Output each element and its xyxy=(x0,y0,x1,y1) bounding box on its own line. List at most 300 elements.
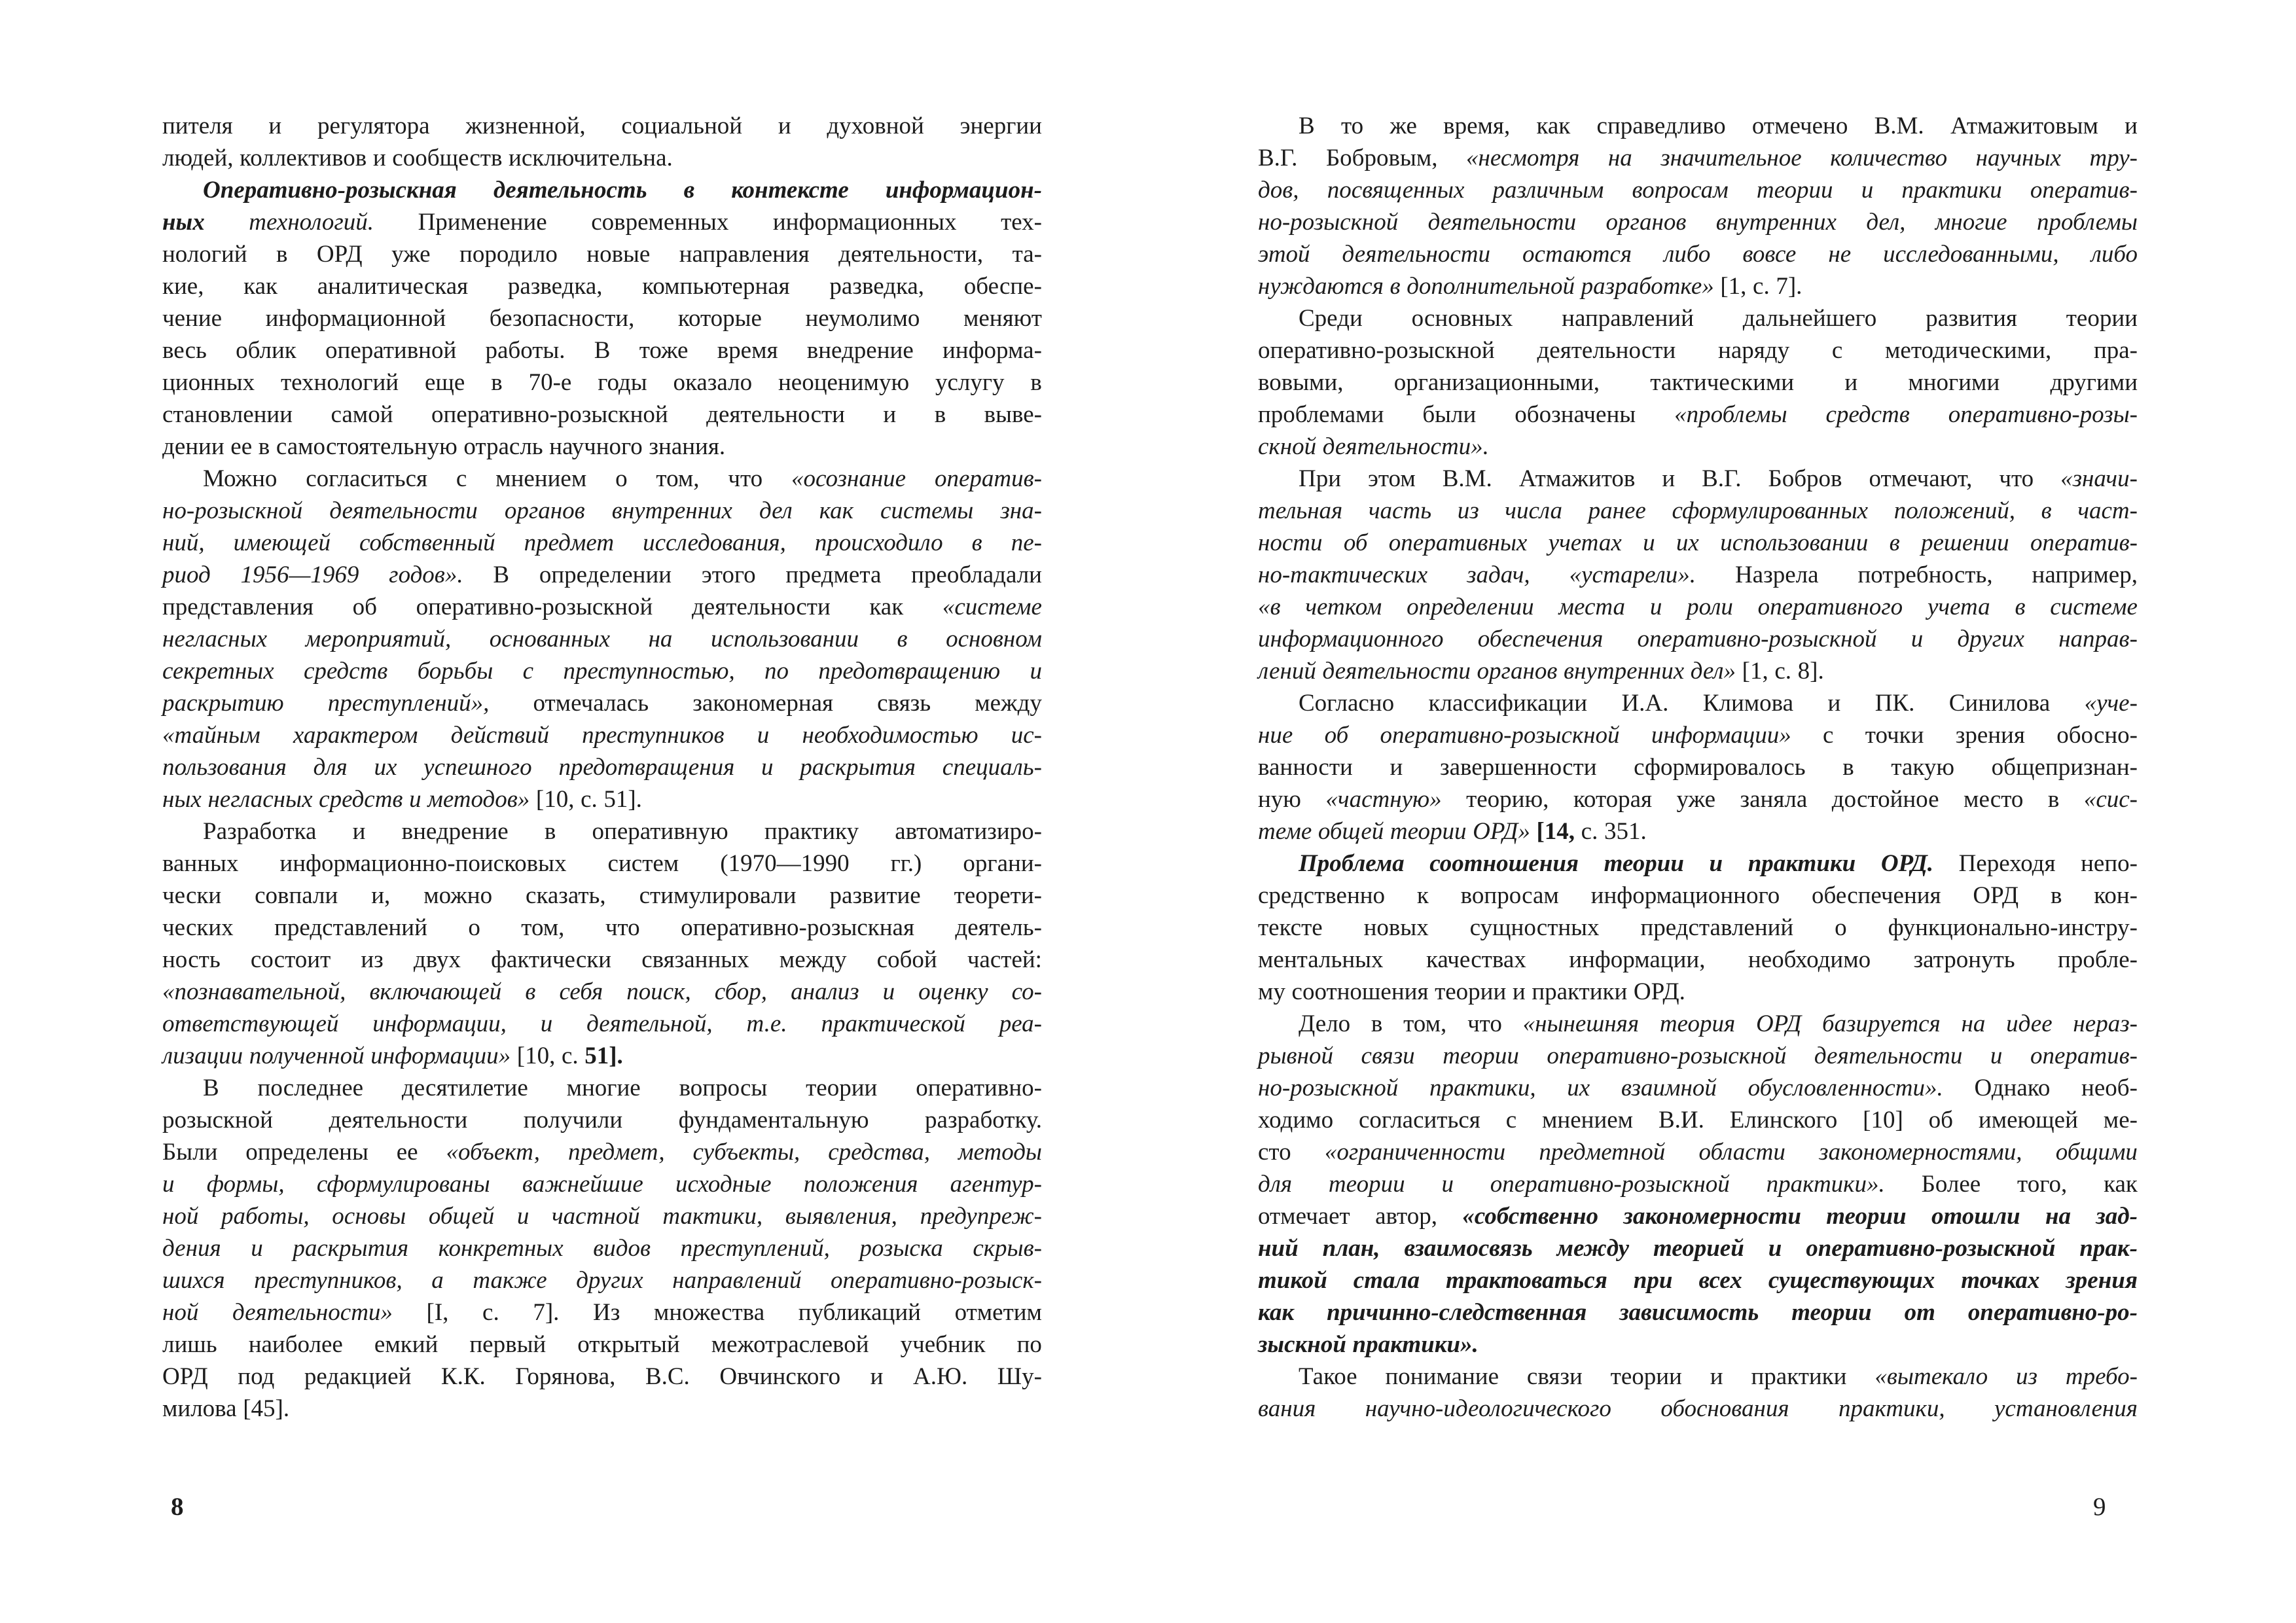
word: завершенности xyxy=(1439,754,1597,781)
word: борьбы xyxy=(417,658,493,685)
text-line xyxy=(162,302,1042,334)
word: обеспечения xyxy=(1812,882,1941,909)
word: роли xyxy=(1687,594,1733,620)
word: сформулированы xyxy=(316,1171,490,1198)
word: теорию, xyxy=(1466,786,1549,813)
word: справедливо xyxy=(1596,113,1726,139)
word: что xyxy=(1467,1010,1502,1037)
word: деятельности». xyxy=(1322,433,1489,460)
word: новых xyxy=(1363,914,1429,941)
word: том, xyxy=(1403,1010,1447,1037)
word: значительное xyxy=(1660,145,1802,171)
text-line xyxy=(162,687,1042,719)
word: и xyxy=(1768,1235,1782,1262)
word: и xyxy=(1030,658,1042,685)
word: с. xyxy=(482,1299,499,1326)
text-line xyxy=(1258,1072,2138,1104)
word: милова xyxy=(162,1395,237,1422)
word: количество xyxy=(1830,145,1948,171)
word: внедрение xyxy=(401,818,509,845)
word: ответствующей xyxy=(162,1010,339,1037)
word: и xyxy=(1441,1171,1454,1198)
word: деятельности, xyxy=(838,241,984,268)
word: раскрытия xyxy=(293,1235,409,1262)
text-line xyxy=(162,655,1042,687)
word: «проблемы xyxy=(1674,401,1787,428)
word: В.Г. xyxy=(1702,465,1742,492)
word: 351. xyxy=(1604,818,1647,845)
word: зад- xyxy=(2096,1203,2138,1230)
word: и xyxy=(409,786,422,813)
word: получили xyxy=(523,1107,623,1133)
right-page-number: 9 xyxy=(2093,1493,2106,1521)
text-line xyxy=(162,815,1042,847)
word: розыска xyxy=(859,1235,943,1262)
word: ментальных xyxy=(1258,946,1384,973)
word: можно xyxy=(423,882,493,909)
word: дел» xyxy=(1690,658,1736,685)
word: органов xyxy=(504,497,585,524)
word: меняют xyxy=(963,305,1042,332)
word: уже xyxy=(1676,786,1716,813)
text-line xyxy=(1258,912,2138,944)
text-line xyxy=(1258,591,2138,623)
word: В xyxy=(493,562,510,588)
text-line xyxy=(162,463,1042,495)
text-line xyxy=(1258,1104,2138,1136)
word: дел, xyxy=(1866,209,1906,236)
word: в xyxy=(971,529,982,556)
word: посвященных xyxy=(1327,177,1465,204)
word: оперативно-ро- xyxy=(1967,1299,2138,1326)
word: методов» xyxy=(427,786,530,813)
word: мнением xyxy=(1542,1107,1634,1133)
word: закономерностями, xyxy=(1819,1139,2022,1166)
word: непо- xyxy=(2081,850,2138,877)
word: анализ xyxy=(791,978,859,1005)
word: стала xyxy=(1353,1267,1420,1294)
word: кон- xyxy=(2094,882,2138,909)
word: розыскной xyxy=(162,1107,273,1133)
word: пра- xyxy=(2093,337,2138,364)
word: оперативно-розыскной xyxy=(431,401,668,428)
word: сущностных xyxy=(1469,914,1600,941)
word: время, xyxy=(1443,113,1511,139)
word: использовании xyxy=(710,626,859,652)
word: как xyxy=(1258,1299,1295,1326)
text-line xyxy=(1258,174,2138,206)
word: этого xyxy=(701,562,756,588)
word: деятельности xyxy=(1427,209,1577,236)
word: ную xyxy=(1258,786,1301,813)
word: точках xyxy=(1961,1267,2040,1294)
word: ной xyxy=(162,1299,199,1326)
word: базируется xyxy=(1821,1010,1941,1037)
word: либо xyxy=(2090,241,2138,268)
word: вопросам xyxy=(1460,882,1559,909)
word: частей: xyxy=(967,946,1042,973)
text-line xyxy=(1258,655,2138,687)
word: ционных xyxy=(162,369,255,396)
word: Дело xyxy=(1299,1010,1351,1037)
word: В.М. xyxy=(1874,113,1924,139)
word: В xyxy=(203,1075,219,1101)
word: ОРД xyxy=(316,241,363,268)
word: и xyxy=(761,754,774,781)
word: время xyxy=(717,337,778,364)
word: положений, xyxy=(1893,497,2015,524)
word: «уче- xyxy=(2084,690,2138,717)
word: оператив- xyxy=(2030,1043,2138,1069)
word: «вытекало xyxy=(1874,1363,1988,1390)
word: их xyxy=(1676,529,1699,556)
text-line xyxy=(162,1361,1042,1393)
word: и xyxy=(870,1363,884,1390)
text-line xyxy=(162,1200,1042,1232)
word: преступлений, xyxy=(680,1235,830,1262)
text-line xyxy=(162,399,1042,431)
word: раскрытию xyxy=(162,690,284,717)
text-line xyxy=(1258,751,2138,783)
word: част- xyxy=(2077,497,2138,524)
word: разведка, xyxy=(507,273,603,300)
word: в xyxy=(525,978,536,1005)
word: вовыми, xyxy=(1258,369,1344,396)
word: определении xyxy=(1407,594,1534,620)
word: А.Ю. xyxy=(912,1363,968,1390)
word: закономерная xyxy=(692,690,834,717)
word: но-розыскной xyxy=(1258,209,1399,236)
word: обозначены xyxy=(1515,401,1636,428)
word: направлений xyxy=(1562,305,1694,332)
word: первый xyxy=(469,1331,547,1358)
word: о xyxy=(468,914,480,941)
word: и xyxy=(1643,529,1655,556)
word: Атмажитовым xyxy=(1950,113,2098,139)
word: основы xyxy=(332,1203,406,1230)
word: от xyxy=(1904,1299,1935,1326)
word: ных xyxy=(162,209,205,236)
word: направления xyxy=(679,241,810,268)
word: Разработка xyxy=(203,818,317,845)
word: емкий xyxy=(374,1331,439,1358)
word: информацион- xyxy=(885,177,1042,204)
text-line xyxy=(162,559,1042,591)
word: этой xyxy=(1258,241,1310,268)
word: всех xyxy=(1698,1267,1742,1294)
word: различным xyxy=(1492,177,1604,204)
word: как xyxy=(869,594,904,620)
word: негласных xyxy=(162,626,268,652)
word: для xyxy=(1258,1171,1293,1198)
word: деятельности xyxy=(1537,337,1676,364)
word: практики, xyxy=(1429,1075,1536,1101)
word: оценку xyxy=(918,978,988,1005)
word: Овчинского xyxy=(719,1363,841,1390)
text-line xyxy=(162,495,1042,527)
word: качествах xyxy=(1426,946,1526,973)
word: жизненной, xyxy=(465,113,586,139)
word: разработку. xyxy=(925,1107,1042,1133)
word: из xyxy=(361,946,384,973)
word: как xyxy=(2104,1171,2138,1198)
word: ванности xyxy=(1258,754,1353,781)
left-page-number: 8 xyxy=(171,1493,184,1521)
word: заняла xyxy=(1740,786,1808,813)
word: оперативно-розыскной xyxy=(1490,1171,1730,1198)
word: средств xyxy=(1825,401,1910,428)
word: ис- xyxy=(1011,722,1042,749)
word: деятельной, xyxy=(586,1010,713,1037)
word: вопросам xyxy=(1632,177,1729,204)
text-line xyxy=(162,1008,1042,1040)
word: информации, xyxy=(372,1010,507,1037)
word: двух xyxy=(413,946,461,973)
word: важнейшие xyxy=(522,1171,643,1198)
text-line xyxy=(1258,880,2138,912)
word: обусловленности». xyxy=(1748,1075,1943,1101)
word: представлений xyxy=(274,914,427,941)
word: и xyxy=(540,1010,553,1037)
word: годы xyxy=(598,369,647,396)
word: неумолимо xyxy=(805,305,920,332)
word: конкретных xyxy=(438,1235,564,1262)
word: теории xyxy=(1791,1299,1872,1326)
text-line xyxy=(1258,559,2138,591)
word: оперативно-розы- xyxy=(1948,401,2138,428)
text-line xyxy=(1258,399,2138,431)
word: теории xyxy=(1328,1171,1405,1198)
word: «устарели». xyxy=(1569,562,1696,588)
word: деятельности xyxy=(1342,241,1491,268)
word: оперативно-розыскной xyxy=(1547,1043,1787,1069)
word: и xyxy=(778,113,791,139)
word: обеспечения xyxy=(1477,626,1604,652)
word: на xyxy=(648,626,673,652)
word: научного xyxy=(549,433,643,460)
text-line xyxy=(162,719,1042,751)
word: решении xyxy=(1921,529,2009,556)
word: «сис- xyxy=(2083,786,2138,813)
word: «объект, xyxy=(446,1139,541,1166)
text-line xyxy=(162,1136,1042,1168)
word: учета xyxy=(1927,594,1990,620)
word: тикой xyxy=(1258,1267,1327,1294)
word: автор, xyxy=(1375,1203,1437,1230)
text-line xyxy=(162,623,1042,655)
word: информации» xyxy=(1651,722,1791,749)
word: информационного xyxy=(1590,882,1780,909)
word: аналитическая xyxy=(317,273,469,300)
right-page xyxy=(1148,0,2296,1623)
word: которые xyxy=(677,305,762,332)
word: общей xyxy=(428,1203,495,1230)
word: с. xyxy=(1581,818,1598,845)
word: еще xyxy=(424,369,465,396)
word: духовной xyxy=(827,113,924,139)
word: общей xyxy=(1318,818,1384,845)
word: и xyxy=(883,401,897,428)
word: лишь xyxy=(162,1331,217,1358)
word: использовании xyxy=(1720,529,1869,556)
text-line xyxy=(1258,1361,2138,1393)
word: системы xyxy=(880,497,974,524)
word: технологий xyxy=(280,369,399,396)
word: имеющей xyxy=(233,529,331,556)
word: представления xyxy=(162,594,314,620)
text-line xyxy=(1258,719,2138,751)
word: рывной xyxy=(1258,1043,1333,1069)
word: систем xyxy=(607,850,679,877)
word: в xyxy=(1842,754,1854,781)
word: Назрела xyxy=(1734,562,1819,588)
word: теории xyxy=(1435,978,1507,1005)
word: тельная xyxy=(1258,497,1343,524)
word: в xyxy=(683,177,695,204)
word: фактически xyxy=(491,946,612,973)
word: сформулированных xyxy=(1672,497,1869,524)
word: ных xyxy=(162,786,202,813)
word: также xyxy=(473,1267,547,1294)
word: деятельности xyxy=(706,401,845,428)
word: с xyxy=(1505,1107,1517,1133)
word: Бобров xyxy=(1768,465,1842,492)
word: Оперативно-розыскная xyxy=(203,177,457,204)
word: работы, xyxy=(221,1203,310,1230)
word: ПК. xyxy=(1874,690,1915,717)
word: связи xyxy=(1361,1043,1415,1069)
word: необ- xyxy=(2081,1075,2138,1101)
word: оперативно-розыскной xyxy=(1806,1235,2056,1262)
word: разработке» xyxy=(1581,273,1714,300)
word: с. xyxy=(581,786,598,813)
word: практики xyxy=(1748,850,1856,877)
word: с xyxy=(522,658,534,685)
word: ОРД xyxy=(162,1363,208,1390)
word: 7]. xyxy=(533,1299,560,1326)
word: а xyxy=(431,1267,444,1294)
word: Проблема xyxy=(1299,850,1405,877)
word: ОРД xyxy=(1973,882,2019,909)
word: самой xyxy=(331,401,393,428)
word: 51]. xyxy=(603,786,642,813)
word: затронуть xyxy=(1913,946,2015,973)
word: вовсе xyxy=(1742,241,1797,268)
text-line xyxy=(1258,1040,2138,1072)
word: коллективов xyxy=(240,145,367,171)
word: обоснования xyxy=(1660,1395,1789,1422)
word: в xyxy=(1371,1010,1383,1037)
word: информационного xyxy=(1258,626,1444,652)
word: наиболее xyxy=(248,1331,343,1358)
word: технологий. xyxy=(249,209,374,236)
word: ческих xyxy=(162,914,234,941)
word: деятель- xyxy=(955,914,1042,941)
word: информа- xyxy=(942,337,1042,364)
word: что xyxy=(605,914,640,941)
word: методическими, xyxy=(1885,337,2052,364)
text-line xyxy=(1258,623,2138,655)
text-line xyxy=(162,527,1042,559)
word: и, xyxy=(371,882,391,909)
word: «системе xyxy=(942,594,1042,620)
word: [1, xyxy=(1720,273,1747,300)
word: о xyxy=(1835,914,1847,941)
word: других xyxy=(576,1267,643,1294)
word: этом xyxy=(1367,465,1416,492)
word: информационных xyxy=(772,209,957,236)
word: Применение xyxy=(418,209,547,236)
word: ности xyxy=(1258,529,1323,556)
word: совпали xyxy=(255,882,338,909)
word: организационными, xyxy=(1393,369,1600,396)
word: в xyxy=(491,369,503,396)
word: дел xyxy=(759,497,793,524)
word: ОРД. xyxy=(1880,850,1933,877)
word: между xyxy=(975,690,1042,717)
word: В.Г. xyxy=(1258,145,1298,171)
word: функционально-инстру- xyxy=(1888,914,2138,941)
word: их xyxy=(374,754,397,781)
word: то xyxy=(1340,113,1364,139)
word: числа xyxy=(1505,497,1562,524)
text-line xyxy=(1258,1200,2138,1232)
word: К.К. xyxy=(440,1363,486,1390)
word: нологий xyxy=(162,241,247,268)
word: ОРД. xyxy=(1633,978,1685,1005)
word: внутренних xyxy=(1564,658,1685,685)
text-line xyxy=(162,174,1042,206)
word: со- xyxy=(1011,978,1042,1005)
word: оперативно-розыск- xyxy=(831,1267,1042,1294)
word: не xyxy=(1828,241,1852,268)
word: предотвращению xyxy=(818,658,1001,685)
word: дополнительной xyxy=(1407,273,1575,300)
word: теория xyxy=(1659,1010,1736,1037)
word: «ограниченности xyxy=(1324,1139,1506,1166)
word: и xyxy=(1990,1043,2003,1069)
word: [I, xyxy=(426,1299,449,1326)
text-line xyxy=(162,880,1042,912)
word: и xyxy=(352,818,366,845)
word: деятельности xyxy=(1322,658,1471,685)
word: определены xyxy=(245,1139,368,1166)
word: «осознание xyxy=(791,465,906,492)
word: Атмажитов xyxy=(1518,465,1636,492)
word: пользования xyxy=(162,754,287,781)
word: отмечено xyxy=(1751,113,1848,139)
word: преступлений», xyxy=(327,690,490,717)
word: [14, xyxy=(1536,818,1575,845)
word: исходные xyxy=(675,1171,772,1198)
text-line xyxy=(1258,1168,2138,1200)
word: предмет xyxy=(524,529,615,556)
word: десятилетие xyxy=(401,1075,528,1101)
text-line xyxy=(162,751,1042,783)
word: состоит xyxy=(250,946,331,973)
word: тексте xyxy=(1258,914,1323,941)
word: оператив- xyxy=(2030,529,2138,556)
text-line xyxy=(162,110,1042,142)
word: агентур- xyxy=(950,1171,1042,1198)
word: При xyxy=(1299,465,1342,492)
word: «познавательной, xyxy=(162,978,346,1005)
word: 7]. xyxy=(1776,273,1803,300)
left-page-text xyxy=(162,110,1042,1425)
word: социальной xyxy=(621,113,743,139)
word: частной xyxy=(552,1203,640,1230)
text-line xyxy=(1258,1264,2138,1296)
